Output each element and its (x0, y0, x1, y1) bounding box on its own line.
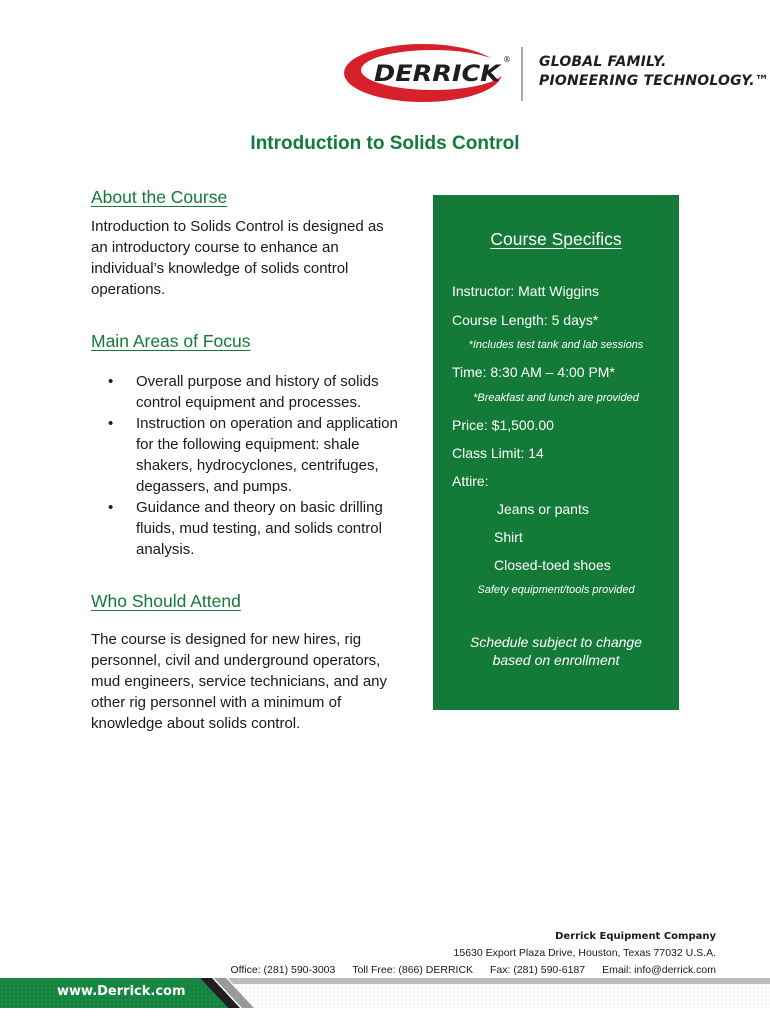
tagline-line-1: GLOBAL FAMILY. (539, 54, 667, 70)
attend-paragraph (91, 629, 401, 734)
safety-note: Safety equipment/tools provided (477, 584, 635, 596)
office-phone: Office: (281) 590-3003 (230, 964, 336, 976)
about-line: individual’s knowledge of solids control (91, 260, 349, 277)
attire-item: Closed-toed shoes (494, 557, 611, 573)
list-line: degassers, and pumps. (136, 478, 292, 495)
list-line: shakers, hydrocyclones, centrifuges, (136, 457, 379, 474)
about-line: Introduction to Solids Control is designed as (91, 218, 384, 235)
logo-divider (521, 47, 523, 101)
page-title: Introduction to Solids Control (250, 133, 520, 154)
registered-mark: ® (503, 55, 511, 64)
fax-number: Fax: (281) 590-6187 (489, 964, 586, 976)
toll-free-phone: Toll Free: (866) DERRICK (352, 964, 474, 976)
course-length-note: *Includes test tank and lab sessions (468, 339, 644, 351)
tagline-line-2: PIONEERING TECHNOLOGY.™ (539, 73, 769, 89)
list-line: Guidance and theory on basic drilling (136, 499, 383, 516)
schedule-note (433, 633, 679, 669)
about-heading: About the Course (91, 187, 228, 207)
attend-line: The course is designed for new hires, rig (91, 631, 362, 648)
derrick-logo (343, 43, 769, 103)
about-line: an introductory course to enhance an (91, 239, 339, 256)
company-name: Derrick Equipment Company (555, 931, 716, 942)
bullet-icon: • (108, 373, 114, 390)
schedule-line: based on enrollment (492, 652, 620, 668)
list-line: Instruction on operation and application (136, 415, 398, 432)
instructor-text: Instructor: Matt Wiggins (452, 283, 600, 299)
about-paragraph (91, 216, 406, 300)
bullet-icon: • (108, 499, 114, 516)
attend-line: other rig personnel with a minimum of (91, 694, 342, 711)
attend-line: knowledge about solids control. (91, 715, 301, 732)
price-text: Price: $1,500.00 (452, 417, 554, 433)
bullet-icon: • (108, 415, 114, 432)
company-address: 15630 Export Plaza Drive, Houston, Texas 77032 U.S.A. (453, 947, 716, 959)
list-item (108, 497, 418, 560)
course-length-text: Course Length: 5 days* (452, 312, 599, 328)
time-note: *Breakfast and lunch are provided (473, 392, 639, 404)
logo-wordmark: DERRICK (374, 62, 503, 87)
tagline (539, 53, 769, 91)
focus-list (108, 371, 418, 560)
attend-line: mud engineers, service technicians, and any (91, 673, 388, 690)
attire-item: Shirt (494, 529, 523, 545)
focus-heading: Main Areas of Focus (91, 331, 251, 351)
class-limit-text: Class Limit: 14 (452, 445, 544, 461)
attend-line: personnel, civil and underground operators, (91, 652, 381, 669)
list-line: for the following equipment: shale (136, 436, 360, 453)
list-line: fluids, mud testing, and solids control (136, 520, 382, 537)
specifics-heading: Course Specifics (490, 229, 622, 249)
website-link[interactable]: www.Derrick.com (57, 984, 186, 999)
schedule-line: Schedule subject to change (469, 634, 642, 650)
time-text: Time: 8:30 AM – 4:00 PM* (452, 364, 615, 380)
list-item (108, 413, 418, 497)
list-line: Overall purpose and history of solids (136, 373, 379, 390)
attend-heading: Who Should Attend (91, 591, 241, 611)
list-item (108, 371, 418, 413)
list-line: control equipment and processes. (136, 394, 362, 411)
course-specifics-panel (433, 195, 679, 710)
attire-item: Jeans or pants (497, 501, 589, 517)
attire-label: Attire: (452, 473, 489, 489)
list-line: analysis. (136, 541, 195, 558)
derrick-oval-logo-icon (343, 43, 513, 103)
contact-line (216, 964, 716, 976)
email-address[interactable]: Email: info@derrick.com (602, 964, 716, 976)
about-line: operations. (91, 281, 166, 298)
